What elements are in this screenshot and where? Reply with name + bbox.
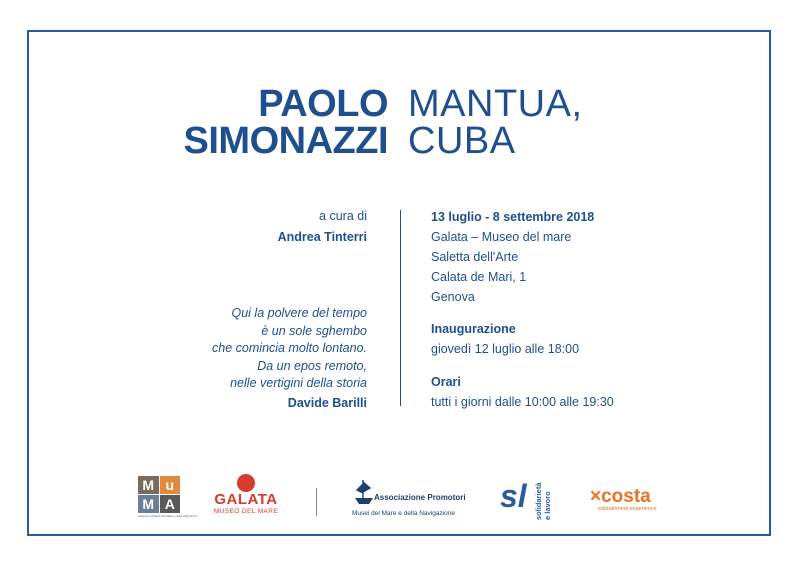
galata-name: GALATA	[214, 491, 278, 508]
muma-tile: A	[160, 495, 181, 513]
artist-first-name: PAOLO	[258, 83, 388, 125]
page-frame	[27, 30, 771, 536]
muma-tile: u	[160, 476, 181, 494]
exhibition-title-line2: CUBA	[408, 120, 516, 162]
hours-block	[431, 372, 614, 412]
hours-value: tutti i giorni dalle 10:00 alle 19:30	[431, 395, 614, 409]
sponsor-logos	[0, 470, 800, 530]
exhibition-title	[408, 83, 583, 162]
solidarieta-mark: sl	[500, 478, 527, 514]
solidarieta-text: solidarietà e lavoro	[534, 482, 552, 520]
inauguration-label: Inaugurazione	[431, 322, 516, 336]
artist-last-name: SIMONAZZI	[183, 120, 388, 162]
galata-logo	[212, 474, 280, 515]
galata-emblem-icon	[237, 474, 255, 492]
quote-author: Davide Barilli	[287, 395, 367, 410]
curator-label: a cura di	[319, 209, 367, 223]
venue-line: Genova	[431, 290, 475, 304]
solidarieta-lavoro-logo	[500, 476, 550, 520]
quote-block	[212, 305, 367, 412]
associazione-subtitle: Musei del Mare e della Navigazione	[352, 510, 455, 517]
quote-line: Qui la polvere del tempo	[231, 306, 367, 320]
muma-logo	[138, 476, 198, 518]
curator-block	[278, 206, 367, 248]
column-divider	[400, 210, 401, 406]
costa-subtitle: edutainment experience	[598, 506, 657, 512]
inauguration-block	[431, 319, 579, 359]
inauguration-value: giovedì 12 luglio alle 18:00	[431, 342, 580, 356]
venue-line: Galata – Museo del mare	[431, 230, 572, 244]
venue-line: Saletta dell'Arte	[431, 250, 519, 264]
quote-line: è un sole sghembo	[261, 323, 367, 338]
artist-name	[183, 83, 388, 162]
ship-icon	[354, 478, 374, 506]
hours-label: Orari	[431, 375, 461, 389]
logo-divider	[316, 488, 317, 516]
venue-line: Calata de Mari, 1	[431, 270, 527, 284]
quote-line: nelle vertigini della storia	[230, 376, 367, 390]
exhibition-title-line1: MANTUA,	[408, 83, 583, 125]
muma-tile: M	[138, 476, 159, 494]
costa-name: ×costa	[590, 486, 651, 507]
event-dates: 13 luglio - 8 settembre 2018	[431, 210, 595, 224]
quote-line: che comincia molto lontano.	[212, 341, 367, 355]
associazione-name: Associazione Promotori	[374, 493, 466, 502]
muma-tile: M	[138, 495, 159, 513]
quote-line: Da un epos remoto,	[257, 358, 367, 373]
event-details	[431, 207, 594, 307]
costa-edutainment-logo	[590, 488, 657, 512]
curator-name: Andrea Tinterri	[277, 230, 367, 244]
galata-subtitle: MUSEO DEL MARE	[213, 508, 279, 515]
muma-caption: Istituzione Musei del Mare e delle Migrazioni	[138, 514, 198, 518]
